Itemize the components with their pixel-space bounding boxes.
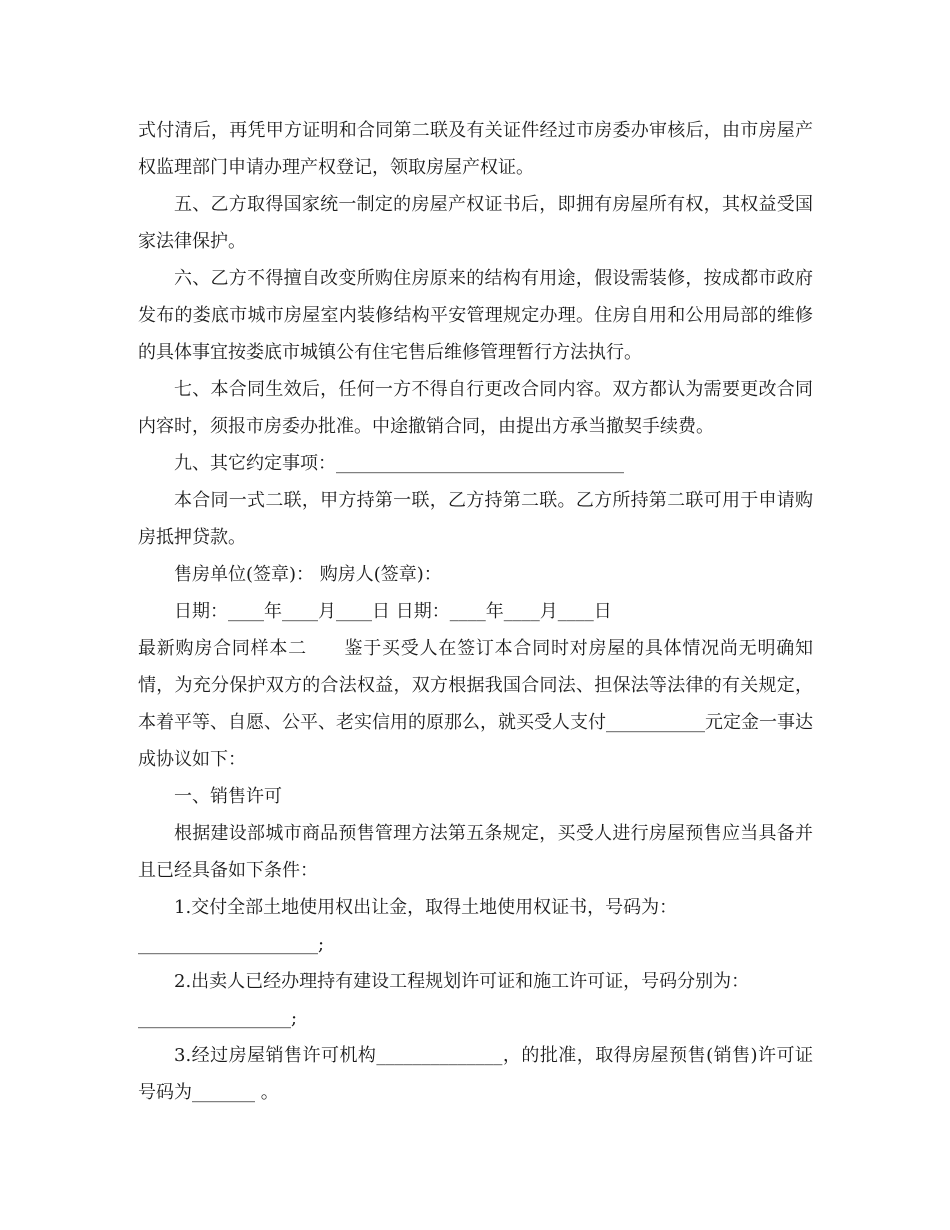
- paragraph-conditions: 根据建设部城市商品预售管理方法第五条规定，买受人进行房屋预售应当具备并且已经具备如下条件：: [138, 823, 813, 881]
- contract-body: [138, 112, 813, 1111]
- paragraph-clause-seven: 七、本合同生效后，任何一方不得自行更改合同内容。双方都认为需要更改合同内容时，须报市房委办批准。中途撤销合同，由提出方承当撤契手续费。: [138, 379, 813, 437]
- condition-item-3: 3.经过房屋销售许可机构______________，的批准，取得房屋预售(销售)许可证号码为_______ 。: [138, 1045, 813, 1103]
- paragraph-clause-six: 六、乙方不得擅自改变所购住房原来的结构有用途，假设需装修，按成都市政府发布的娄底市城市房屋室内装修结构平安管理规定办理。住房自用和公用局部的维修的具体事宜按娄底市城镇公有住宅售后维修管理暂行方法执行。: [138, 268, 813, 363]
- sample-two-intro: 最新购房合同样本二 鉴于买受人在签订本合同时对房屋的具体情况尚无明确知情，为充分保护双方的合法权益，双方根据我国合同法、担保法等法律的有关规定，本着平等、自愿、公平、老实信用的原那么，就买受人支付___________元定金一事达成协议如下：: [138, 638, 813, 770]
- date-line: 日期：____年____月____日 日期：____年____月____日: [174, 601, 612, 622]
- condition-item-2: 2.出卖人已经办理持有建设工程规划许可证和施工许可证，号码分别为：: [174, 971, 750, 992]
- condition-item-1: 1.交付全部土地使用权出让金，取得土地使用权证书，号码为：: [174, 897, 678, 918]
- signature-line: 售房单位(签章)： 购房人(签章)：: [174, 564, 442, 585]
- section-heading-sales-permit: 一、销售许可: [174, 786, 282, 807]
- paragraph-continuation: 式付清后，再凭甲方证明和合同第二联及有关证件经过市房委办审核后，由市房屋产权监理部门申请办理产权登记，领取房屋产权证。: [138, 120, 813, 178]
- paragraph-clause-five: 五、乙方取得国家统一制定的房屋产权证书后，即拥有房屋所有权，其权益受国家法律保护。: [138, 194, 813, 252]
- blank-line-1: ____________________;: [138, 934, 325, 955]
- blank-line-2: _________________;: [138, 1008, 298, 1029]
- paragraph-clause-nine: 九、其它约定事项：________________________________: [174, 453, 624, 474]
- paragraph-copies: 本合同一式二联，甲方持第一联，乙方持第二联。乙方所持第二联可用于申请购房抵押贷款。: [138, 490, 813, 548]
